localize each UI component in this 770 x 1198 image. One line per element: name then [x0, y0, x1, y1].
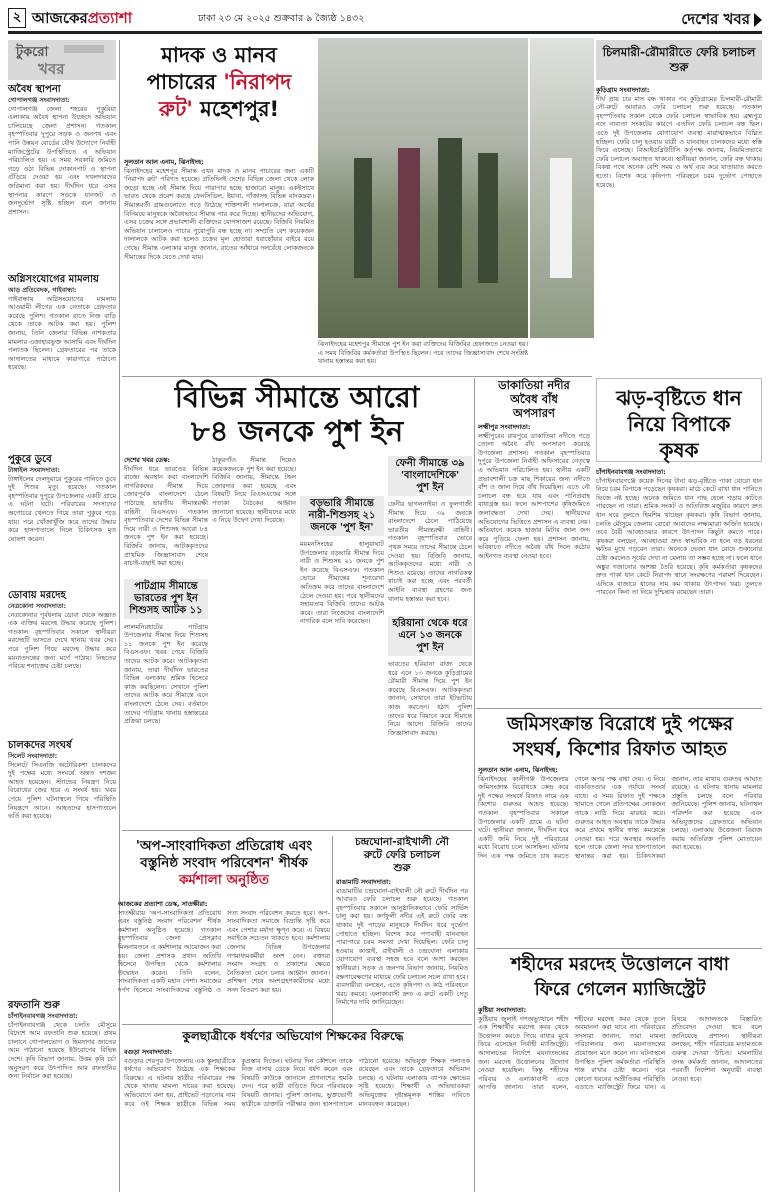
martyr-headline-line1: শহীদের মরদেহ উত্তোলনে বাধা: [511, 954, 729, 975]
subhead-line: পাটগ্রাম সীমান্তে: [134, 580, 198, 592]
subhead-line: শিশুসহ আটক ১১: [129, 604, 203, 616]
ferry-rangamati-headline[interactable]: [336, 836, 468, 875]
push-in-text: ময়মনসিংহের হালুয়াঘাট উপজেলার বড়ভারি সীমান্ত দিয়ে নারী ও শিশুসহ ২১ জনকে পুশ ইন করেছে বিএসএফ। গতকাল ভোরে সীমান্তের শূন্যরেখা অতিক্রম করে তাদের বাংলাদেশে ঠেলে দেওয়া হয়। পরে স্থানীয়দের সহায়তায় বিজিবি তাদের আটক করে। তারা নিজেদের বাংলাদেশি নাগরিক বলে দাবি করেছেন।: [300, 540, 384, 626]
brief-item-body: সিলেটে সিএনজি অটোরিকশা চালকদের দুই পক্ষের মধ্যে সংঘর্ষে অন্তত দশজন আহত হয়েছেন। স্ট্যান্ডের নিয়ন্ত্রণ নিয়ে বিরোধের জের ধরে এ সংঘর্ষ হয়। খবর পেয়ে পুলিশ ঘটনাস্থলে গিয়ে পরিস্থিতি নিয়ন্ত্রণে আনে। আহতদের হাসপাতালে ভর্তি করা হয়েছে।: [8, 760, 116, 821]
brief-item[interactable]: [8, 740, 116, 997]
brief-item-title: অবৈধ স্থাপনা: [8, 84, 61, 95]
river-headline-line1: ডাকাতিয়া নদীর: [498, 378, 570, 392]
school-byline: বগুড়া সংবাদদাতা:: [124, 1048, 173, 1056]
newspaper-logo[interactable]: [32, 7, 132, 29]
lead-headline-line3: [124, 96, 314, 123]
river-headline-line2: অবৈধ বাঁধ: [510, 392, 558, 406]
logo-part2: প্রত্যাশা: [87, 9, 133, 27]
workshop-headline-line3: কর্মশালা অনুষ্ঠিত: [178, 872, 270, 888]
subhead-line: জনকে 'পুশ ইন': [310, 522, 374, 533]
lead-body-text: ঝিনাইদহের মহেশপুর সীমান্ত এখন মাদক ও মানব পাচারের জন্য একটি 'নিরাপদ রুট' পরিণত হয়েছে। প্রতিদিনই দেশের বিভিন্ন জেলা থেকে লোক জড়ো হচ্ছে এই সীমান্ত দিয়ে পারাপার হচ্ছে হাজারো মানুষ। একইসাথে ভারত থেকে প্রবেশ করছে ফেনসিডিল, ইয়াবা, গাঁজাসহ বিভিন্ন মাদকদ্রব্য। সীমান্তবর্তী গ্রামগুলোতে গড়ে উঠেছে শক্তিশালী দালালচক্র, যারা অর্থের বিনিময়ে মানুষকে অবৈধভাবে সীমান্ত পার করে দিচ্ছে। স্থানীয়দের অভিযোগ, এসব চক্রের সঙ্গে প্রভাবশালী ব্যক্তিদের যোগসাজশ রয়েছে। বিজিবি নিয়মিত অভিযান চালালেও পাচার পুরোপুরি বন্ধ হচ্ছে না। সম্প্রতি বেশ কয়েকজন দালালকে আটক করা হলেও চক্রের মূল হোতারা ধরাছোঁয়ার বাইরে রয়ে গেছে। সীমান্ত এলাকার মানুষ জানান, রাতের আঁধারে দলবেঁধে লোকজনকে সীমান্তের দিকে যেতে দেখা যায়।: [124, 166, 314, 261]
martyr-headline[interactable]: [478, 952, 762, 1002]
push-in-col1: [124, 456, 208, 826]
brief-item-title: পুকুরে ডুবে: [8, 454, 52, 465]
brief-item-title: অগ্নিসংযোগের মামলায়: [8, 274, 99, 285]
subhead-line: বড়ভারি সীমান্তে: [310, 498, 374, 509]
land-dispute-body: [478, 766, 762, 946]
section-name-text: দেশের খবর: [681, 10, 750, 28]
brief-item[interactable]: [8, 84, 116, 271]
section-divider: [476, 948, 762, 949]
brief-item-title: ডোবায় মরদেহ: [8, 590, 66, 601]
lead-story-body: [124, 158, 314, 372]
ferry-chilmari-text: দীর্ঘ প্রায় চার মাস বন্ধ থাকার পর কুড়িগ্রামের চিলমারী-রৌমারী নৌ-রুটে আবারও ফেরি চলাচল শুরু হয়েছে। গতকাল বৃহস্পতিবার সকাল থেকে ফেরি চলাচল স্বাভাবিক হয়। ব্রহ্মপুত্র নদে নাব্যতা সংকটের কারণে এতদিন ফেরি চলাচল বন্ধ ছিল। এতে দুই উপজেলার যোগাযোগ ব্যবস্থা মারাত্মকভাবে বিঘ্নিত হচ্ছিল। ফেরি চালু হওয়ায় যাত্রী ও যানবাহন চালকদের মধ্যে স্বস্তি ফিরে এসেছে। বিআইডব্লিউটিসি কর্তৃপক্ষ জানায়, নিয়মিতভাবে ফেরি চলাচল অব্যাহত থাকবে। স্থানীয়রা জানান, ফেরি বন্ধ থাকায় বিকল্প পথে অনেক বেশি সময় ও অর্থ ব্যয় করে যাতায়াত করতে হতো। বিশেষ করে কৃষিপণ্য পরিবহনে চরম দুর্ভোগ পোহাতে হয়েছে।: [596, 94, 762, 189]
lead-headline-line3-red: রুট': [158, 97, 193, 121]
push-in-subhead-haryana: [388, 616, 472, 656]
lead-headline-line2-plain: পাচারের: [146, 70, 224, 94]
martyr-byline: কুষ্টিয়া সংবাদদাতা:: [478, 1006, 527, 1014]
logo-part1: আজকের: [32, 9, 88, 27]
workshop-headline[interactable]: [118, 838, 330, 889]
river-story[interactable]: [478, 378, 590, 706]
rice-byline: চাঁপাইনবাবগঞ্জ সংবাদদাতা:: [596, 468, 666, 476]
push-in-text: ভারতের হরিয়ানা রাজ্য থেকে ধরে এনে ১৩ জনকে কুড়িগ্রামের রৌমারী সীমান্ত দিয়ে পুশ ইন করেছে বিএসএফ। আটককৃতরা জানান, সেখানে তারা ইটভাটায় কাজ করতেন। হঠাৎ পুলিশ তাদের ধরে বিমানে করে সীমান্তে নিয়ে আসে। বিজিবি তাদের জিজ্ঞাসাবাদ করছে।: [388, 660, 472, 737]
brief-item-byline: গোপালগঞ্জ সংবাদদাতা:: [8, 96, 70, 104]
brief-item-byline: চাঁপাইনবাবগঞ্জ সংবাদদাতা:: [8, 1012, 78, 1020]
land-body: ঝিনাইদহের কালীগঞ্জ উপজেলায় জমিসংক্রান্ত বিরোধকে কেন্দ্র করে দুই পক্ষের সংঘর্ষে রিফাত নামে এক কিশোর গুরুতর আহত হয়েছে। গতকাল বৃহস্পতিবার সকালে উপজেলার একটি গ্রামে এ ঘটনা ঘটে। স্থানীয়রা জানান, দীর্ঘদিন ধরে একটি জমি নিয়ে দুই পরিবারের মধ্যে বিরোধ চলে আসছিল। ঘটনার দিন এক পক্ষ জমিতে চাষ করতে গেলে অপর পক্ষ বাধা দেয়। এ নিয়ে বাকবিতণ্ডার এক পর্যায়ে সংঘর্ষ বাধে। এ সময় রিফাত দুই পক্ষকে থামাতে গেলে প্রতিপক্ষের লোকজন তাকে লাঠি দিয়ে মারধর করে। গুরুতর আহত অবস্থায় তাকে উদ্ধার করে প্রথমে স্থানীয় স্বাস্থ্য কমপ্লেক্সে নেওয়া হয়। পরে অবস্থার অবনতি হলে তাকে জেলা সদর হাসপাতালে স্থানান্তর করা হয়। চিকিৎসকরা জানান, তার মাথায় গুরুতর আঘাত রয়েছে। এ ঘটনায় থানায় মামলার প্রস্তুতি চলছে বলে পরিবার জানিয়েছে। পুলিশ জানায়, ঘটনাস্থল পরিদর্শন করা হয়েছে এবং অভিযুক্তদের গ্রেফতারে অভিযান চলছে। এলাকায় উত্তেজনা বিরাজ করায় অতিরিক্ত পুলিশ মোতায়েন করা হয়েছে।: [478, 774, 762, 860]
lead-headline-line3-plain: মহেশপুর!: [192, 97, 280, 121]
masthead: [8, 6, 762, 34]
ferry-chilmari-body: [596, 86, 762, 374]
brief-item[interactable]: [8, 1000, 116, 1187]
push-in-text: দীর্ঘদিন ধরে ভারতের বিভিন্ন রাজ্যে অবস্থান করা বাংলাদেশি নাগরিকদের সীমান্ত দিয়ে জোরপূর্বক বাংলাদেশে ঠেলে পাঠাচ্ছে ভারতীয় সীমান্তরক্ষী বাহিনী বিএসএফ। গতকাল বৃহস্পতিবার দেশের বিভিন্ন সীমান্ত দিয়ে নারী ও শিশুসহ আরো ৮৪ জনকে পুশ ইন করা হয়েছে। বিজিবি জানায়, আটককৃতদের প্রাথমিক জিজ্ঞাসাবাদ শেষে যাচাই-বাছাই করা হচ্ছে।: [124, 464, 208, 568]
brief-item[interactable]: [8, 590, 116, 737]
rice-headline-line1: ঝড়-বৃষ্টিতে ধান: [616, 386, 742, 410]
push-in-subhead-borbhari: [300, 496, 384, 536]
section-divider: [122, 1024, 472, 1025]
martyr-text: কুষ্টিয়ায় জুলাই গণঅভ্যুত্থানে শহীদ এক শিক্ষার্থীর মরদেহ কবর থেকে উত্তোলন করতে গিয়ে বাধার মুখে ফিরে এসেছেন নির্বাহী ম্যাজিস্ট্রেট। আদালতের নির্দেশে ময়নাতদন্তের জন্য মরদেহ উত্তোলনের উদ্যোগ নেওয়া হয়েছিল। কিন্তু শহীদের পরিবার ও এলাকাবাসী এতে আপত্তি জানান। তারা বলেন, শহীদের মরদেহ কবর থেকে তুলে অবমাননা করা যাবে না। পরিবারের সদস্যরা জানান, তারা মামলা পরিচালনার জন্য ময়নাতদন্তের প্রয়োজন মনে করেন না। ঘটনাস্থলে উপস্থিত পুলিশ কর্মকর্তারা পরিস্থিতি শান্ত রাখার চেষ্টা করেন। পরে কোনো ধরনের অপ্রীতিকর পরিস্থিতি এড়াতে ম্যাজিস্ট্রেট ফিরে যান। এ বিষয়ে আদালতকে বিস্তারিত প্রতিবেদন দেওয়া হবে বলে জানিয়েছে প্রশাসন। স্থানীয়রা বলছেন, শহীদ পরিবারের মতামতকে গুরুত্ব দেওয়া উচিত। মামলাটির তদন্ত কর্মকর্তা জানান, আদালতের পরবর্তী নির্দেশনা অনুযায়ী ব্যবস্থা নেওয়া হবে।: [478, 1014, 762, 1092]
push-in-text: ফেনীর ছাগলনাইয়া ও ফুলগাজী সীমান্ত দিয়ে ৩৯ জনকে বাংলাদেশে ঠেলে পাঠিয়েছে ভারতীয় সীমান্তরক্ষী বাহিনী। গতকাল বৃহস্পতিবার ভোরে পৃথক সময়ে তাদের সীমান্তে ঠেলে দেওয়া হয়। বিজিবি জানায়, আটককৃতদের মধ্যে নারী ও শিশুও রয়েছে। তাদের নাগরিকত্ব যাচাই করা হচ্ছে এবং পরবর্তী আইনি ব্যবস্থা গ্রহণের জন্য থানায় হস্তান্তর করা হবে।: [388, 500, 472, 603]
column-divider: [332, 836, 333, 1024]
ferry-rangamati-body: [336, 878, 468, 1022]
river-byline: লক্ষ্মীপুর সংবাদদাতা:: [478, 423, 531, 431]
section-divider: [476, 708, 762, 709]
brief-news-tag: [64, 45, 104, 53]
brief-item-body: চাঁপাইনবাবগঞ্জ থেকে চলতি মৌসুমে বিদেশে আম রফতানি শুরু হয়েছে। প্রথম চালানে গোপালভোগ ও হিমসাগর জাতের আম পাঠানো হয়েছে ইউরোপের বিভিন্ন দেশে। কৃষি বিভাগ জানায়, উত্তম কৃষি চর্চা অনুসরণ করে উৎপাদিত আম রফতানির জন্য নির্বাচন করা হয়েছে।: [8, 1020, 116, 1081]
workshop-body: [118, 900, 330, 1022]
subhead-line: 'বাংলাদেশিকে': [400, 470, 460, 481]
section-divider: [122, 830, 472, 831]
martyr-headline-line2: ফিরে গেলেন ম্যাজিস্ট্রেট: [534, 979, 706, 1000]
brief-news-box: [8, 40, 116, 80]
brief-item-body: গাইবান্ধায় অগ্নিসংযোগের মামলায় আওয়ামী লীগের এক নেতাকে গ্রেফতার করেছে পুলিশ। গতকাল রাতে নিজ বাড়ি থেকে তাকে আটক করা হয়। পুলিশ জানায়, তিনি জেলার বিভিন্ন নাশকতার মামলার এজাহারভুক্ত আসামি এবং দীর্ঘদিন পলাতক ছিলেন। গ্রেফতারের পর তাকে আদালতের মাধ্যমে কারাগারে পাঠানো হয়েছে।: [8, 294, 116, 372]
push-in-subhead-feni: [388, 456, 472, 496]
subhead-line: পুশ ইন: [416, 482, 444, 493]
subhead-line: পুশ ইন: [416, 642, 444, 653]
land-headline-line1: জমিসংক্রান্ত বিরোধে দুই পক্ষের: [506, 714, 734, 735]
brief-item-byline: সিলেট সংবাদদাতা:: [8, 752, 58, 760]
school-body: [124, 1048, 470, 1192]
subhead-line: এনে ১৩ জনকে: [398, 630, 462, 641]
school-text: বগুড়ার শেরপুর উপজেলায় এক স্কুলছাত্রীকে ধর্ষণের অভিযোগ উঠেছে এক শিক্ষকের বিরুদ্ধে। এ ঘটনায় ছাত্রীর পরিবারের পক্ষ থেকে থানায় মামলা দায়ের করা হয়েছে। অভিযোগে বলা হয়, প্রাইভেট পড়ানোর নাম করে ওই শিক্ষক ছাত্রীকে বিভিন্ন সময় কুপ্রস্তাব দিতেন। ঘটনার দিন কৌশলে তাকে নিজ বাসায় ডেকে নিয়ে ধর্ষণ করেন এবং বিষয়টি কাউকে জানালে প্রাণনাশের হুমকি দেন। পরে ছাত্রী বাড়িতে ফিরে পরিবারকে বিষয়টি জানায়। পুলিশ জানায়, ভুক্তভোগী ছাত্রীকে ডাক্তারি পরীক্ষার জন্য হাসপাতালে পাঠানো হয়েছে। অভিযুক্ত শিক্ষক পলাতক রয়েছেন এবং তাকে গ্রেফতারে অভিযান চলছে। এ ঘটনায় এলাকায় ব্যাপক ক্ষোভের সৃষ্টি হয়েছে। শিক্ষার্থী ও অভিভাবকরা অভিযুক্তের দৃষ্টান্তমূলক শাস্তির দাবিতে মানববন্ধন করেছেন।: [124, 1056, 470, 1108]
page-number: ২: [8, 8, 26, 28]
lead-headline-line2: [124, 69, 314, 96]
ferry-chilmari-byline: কুড়িগ্রাম সংবাদদাতা:: [596, 86, 650, 94]
brief-item-body: টাঙ্গাইলের দেলদুয়ারে পুকুরের পানিতে ডুবে দুই শিশুর মৃত্যু হয়েছে। গতকাল বৃহস্পতিবার দুপুরে উপজেলার একটি গ্রামে এ ঘটনা ঘটে। পরিবারের সদস্যদের অগোচরে খেলতে গিয়ে তারা পুকুরে পড়ে যায়। পরে খোঁজাখুঁজি করে তাদের উদ্ধার করে হাসপাতালে নিলে চিকিৎসক মৃত ঘোষণা করেন।: [8, 474, 116, 543]
subhead-line: ভারতের পুশ ইন: [134, 592, 198, 604]
brief-item-byline: টাঙ্গাইল সংবাদদাতা:: [8, 466, 60, 474]
push-in-headline-line2: ৮৪ জনকে পুশ ইন: [190, 414, 404, 448]
section-divider: [122, 376, 592, 377]
ferry-chilmari-headline[interactable]: চিলমারী-রৌমারীতে ফেরি চলাচল শুরু: [596, 40, 762, 80]
push-in-col4: [388, 456, 472, 826]
push-in-headline-line1: বিভিন্ন সীমান্তে আরো: [174, 380, 420, 414]
brief-news-title-1: টুকরো: [16, 45, 49, 60]
workshop-byline: আজকের প্রত্যাশা ডেস্ক, সাতক্ষীরা:: [118, 900, 208, 908]
brief-item-byline: আড় প্রতিবেদক, গাইবান্ধা:: [8, 286, 77, 294]
rice-headline-line2: নিয়ে বিপাকে: [627, 412, 731, 436]
ferry-headline-line2: রুটে ফেরি চলাচল: [363, 849, 441, 861]
brief-item-title: চালকদের সংঘর্ষ: [8, 740, 72, 751]
side-photo: [530, 38, 594, 338]
brief-item-body: নেত্রকোনার পূর্বধলায় ডোবা থেকে অজ্ঞাত এক ব্যক্তির মরদেহ উদ্ধার করেছে পুলিশ। গতকাল বৃহস্পতিবার সকালে স্থানীয়রা মরদেহটি ভাসতে দেখে থানায় খবর দেয়। পরে পুলিশ গিয়ে মরদেহ উদ্ধার করে ময়নাতদন্তের জন্য মর্গে পাঠায়। নিহতের পরিচয় শনাক্তের চেষ্টা চলছে।: [8, 610, 116, 671]
river-headline: [478, 378, 590, 420]
land-dispute-headline[interactable]: [478, 712, 762, 762]
lead-headline[interactable]: [124, 42, 314, 123]
brief-news-title-2: খবর: [38, 60, 65, 78]
push-in-col2: [212, 456, 296, 826]
land-headline-line2: সংঘর্ষ, কিশোর রিফাত আহত: [513, 739, 727, 760]
lead-photo-caption: ঝিনাইদহের মহেশপুর সীমান্তে পুশ ইন করা ব্যক্তিদের বিজিবির হেফাজতে নেওয়া হয়। এ সময় বিজিবির কর্মকর্তারা উপস্থিত ছিলেন। পরে তাদের জিজ্ঞাসাবাদ শেষে সংশ্লিষ্ট থানায় হস্তান্তর করা হয়।: [318, 340, 528, 366]
section-name: [681, 8, 762, 33]
subhead-line: নারী-শিশুসহ ২১: [308, 510, 376, 521]
push-in-byline: দেশের খবর ডেস্ক:: [124, 456, 170, 464]
push-in-text: ঠাকুরগাঁও সীমান্ত দিয়েও কয়েকজনকে পুশ ইন করা হয়েছে। বিজিবি জানায়, সীমান্তে টহল জোরদার করা হয়েছে এবং বিষয়টি নিয়ে বিএসএফের সঙ্গে পতাকা বৈঠকের আহ্বান জানানো হয়েছে। স্থানীয়দের মধ্যে এ নিয়ে উদ্বেগ দেখা দিয়েছে।: [212, 456, 296, 525]
river-headline-line3: অপসারণ: [513, 406, 555, 420]
push-in-headline[interactable]: [124, 380, 470, 448]
ferry-text: রাঙামাটির চন্দ্রঘোনা-রাইখালী নৌ রুটে দীর্ঘদিন পর আবারও ফেরি চলাচল শুরু হয়েছে। গতকাল বৃহস্পতিবার সকালে আনুষ্ঠানিকভাবে ফেরি সার্ভিস চালু করা হয়। কর্ণফুলী নদীর এই রুটে ফেরি বন্ধ থাকায় দুই পাড়ের মানুষকে দীর্ঘদিন ধরে দুর্ভোগ পোহাতে হচ্ছিল। বিশেষ করে পণ্যবাহী যানবাহন পারাপারে চরম সমস্যা দেখা দিয়েছিল। ফেরি চালু হওয়ায় কাপ্তাই, রাইখালী ও চন্দ্রঘোনা এলাকার যোগাযোগ ব্যবস্থা সহজ হবে বলে আশা করছেন স্থানীয়রা। সড়ক ও জনপথ বিভাগ জানায়, নিয়মিত রক্ষণাবেক্ষণের মাধ্যমে ফেরি চলাচল সচল রাখা হবে। ব্যবসায়ীরা বলছেন, এতে কৃষিপণ্য ও কাঠ পরিবহনে খরচ কমবে। এলাকাবাসী দ্রুত এ রুটে একটি সেতু নির্মাণের দাবি জানিয়েছেন।: [336, 886, 468, 1007]
lead-headline-line2-red: 'নিরাপদ: [223, 70, 292, 94]
ferry-byline: রাঙামাটি সংবাদদাতা:: [336, 878, 391, 886]
push-in-subhead-patgram: [124, 579, 208, 619]
rice-headline[interactable]: [596, 378, 762, 462]
brief-item[interactable]: [8, 274, 116, 451]
push-in-col3: [300, 456, 384, 826]
rice-body: চাঁপাইনবাবগঞ্জে কয়েক দিনের টানা ঝড়-বৃষ্টিতে পাকা বোরো ধান নিয়ে চরম বিপাকে পড়েছেন কৃষকরা। মাঠে কেটে রাখা ধান পানিতে ভিজে নষ্ট হচ্ছে। অনেক জমিতে ধান গাছ হেলে পড়ায় কাটতে পারছেন না তারা। শ্রমিক সংকট ও অতিরিক্ত মজুরির কারণে দ্রুত ধান ঘরে তুলতে হিমশিম খাচ্ছেন কৃষকরা। কৃষি বিভাগ জানায়, চলতি মৌসুমে জেলায় বোরো আবাদের লক্ষ্যমাত্রা অর্জিত হয়েছে। তবে বৈরী আবহাওয়ার কারণে উৎপাদন কিছুটা কমতে পারে। কৃষকরা বলছেন, আবহাওয়া দ্রুত স্বাভাবিক না হলে বড় ধরনের ক্ষতির মুখে পড়বেন তারা। অনেকে ভেজা ধান রোদে শুকানোর চেষ্টা করলেও সূর্যের দেখা না মেলায় তা সম্ভব হচ্ছে না। ফলে ধানে অঙ্কুর গজানোর আশঙ্কা তৈরি হয়েছে। কৃষি কর্মকর্তারা কৃষকদের দ্রুত পাকা ধান কেটে নিরাপদ স্থানে সংরক্ষণের পরামর্শ দিয়েছেন। এদিকে বাজারে ধানের দাম কম থাকায় উৎপাদন খরচ তুলতে পারবেন কিনা তা নিয়ে দুশ্চিন্তায় রয়েছেন তারা।: [596, 476, 762, 597]
brief-item[interactable]: [8, 454, 116, 587]
push-in-text: লালমনিরহাটের পাটগ্রাম উপজেলার সীমান্ত দিয়ে শিশুসহ ১১ জনকে পুশ ইন করেছে বিএসএফ। খবর পেয়ে বিজিবি তাদের আটক করে। আটককৃতরা জানায়, তারা দীর্ঘদিন ভারতের বিভিন্ন এলাকায় শ্রমিক হিসেবে কাজ করছিলেন। সেখানে পুলিশ তাদের আটক করে সীমান্তে এনে বাংলাদেশে ঠেলে দেয়। বর্তমানে তাদের পাটগ্রাম থানায় হস্তান্তরের প্রক্রিয়া চলছে।: [124, 622, 208, 726]
workshop-text: সাতক্ষীরায় 'অপ-সাংবাদিকতা প্রতিরোধ এবং বস্তুনিষ্ঠ সংবাদ পরিবেশন' শীর্ষক কর্মশালা অনুষ্ঠিত হয়েছে। গতকাল বৃহস্পতিবার জেলা প্রেসক্লাব মিলনায়তনে এ কর্মশালার আয়োজন করা হয়। জেলা প্রশাসক প্রধান অতিথি হিসেবে উপস্থিত থেকে কর্মশালার উদ্বোধন করেন। তিনি বলেন, সাংবাদিকতা একটি মহান পেশা। সমাজের দর্পণ হিসেবে সাংবাদিকদের বস্তুনিষ্ঠ ও সত্য সংবাদ পরিবেশন করতে হবে। অপ-সাংবাদিকতা সমাজে বিভ্রান্তি সৃষ্টি করে এবং পেশার মর্যাদা ক্ষুণ্ন করে। এ বিষয়ে সবাইকে সচেতন থাকতে হবে। কর্মশালায় জেলার বিভিন্ন উপজেলার গণমাধ্যমকর্মীরা অংশ নেন। বক্তারা সংবাদ সংগ্রহ ও প্রকাশের ক্ষেত্রে নৈতিকতা মেনে চলার আহ্বান জানান। প্রশিক্ষণ শেষে অংশগ্রহণকারীদের মধ্যে সনদ বিতরণ করা হয়।: [118, 908, 330, 994]
lead-byline: সুলতান আল এনাম, ঝিনাইদহ:: [124, 158, 204, 166]
school-headline[interactable]: কুলছাত্রীকে ধর্ষণের অভিযোগ শিক্ষকের বিরুদ্ধে: [182, 1029, 404, 1043]
brief-item-title: রফতানি শুরু: [8, 1000, 60, 1011]
rice-headline-line3: কৃষক: [659, 438, 699, 462]
subhead-line: হরিয়ানা থেকে ধরে: [392, 618, 468, 629]
workshop-headline-line2: বস্তুনিষ্ঠ সংবাদ পরিবেশন' শীর্ষক: [140, 855, 308, 871]
martyr-body: [478, 1006, 762, 1192]
lead-headline-line1: মাদক ও মানব: [161, 43, 277, 67]
subhead-line: ফেনী সীমান্তে ৩৯: [395, 458, 465, 469]
lead-photo: [318, 38, 528, 338]
land-byline: সুলতান আল এনাম, ঝিনাইদহ:: [478, 766, 558, 774]
brief-item-byline: নেত্রকোনা সংবাদদাতা:: [8, 602, 67, 610]
rice-story-body: [596, 468, 762, 706]
ferry-headline-line1: চন্দ্রঘোনা-রাইখালী নৌ: [355, 836, 449, 848]
column-divider: [474, 378, 475, 1192]
river-body: লক্ষ্মীপুরের রায়পুরে ডাকাতিয়া নদীতে গড়ে তোলা অবৈধ বাঁধ অপসারণ করেছে উপজেলা প্রশাসন। গতকাল বৃহস্পতিবার দুপুরে উপজেলা নির্বাহী অফিসারের নেতৃত্বে এ অভিযান পরিচালিত হয়। স্থানীয় একটি প্রভাবশালী চক্র মাছ শিকারের জন্য নদীতে বাঁশ ও জাল দিয়ে বাঁধ দিয়েছিল। এতে নৌ চলাচল বন্ধ হয়ে যায় এবং পানিপ্রবাহ বাধাগ্রস্ত হয়। ফলে আশপাশের কৃষিজমিতে জলাবদ্ধতা দেখা দেয়। স্থানীয়দের অভিযোগের ভিত্তিতে প্রশাসন এ ব্যবস্থা নেয়। অভিযানে কয়েক হাজার মিটার জাল জব্দ করে পুড়িয়ে ফেলা হয়। প্রশাসন জানায়, ভবিষ্যতে নদীতে অবৈধ বাঁধ দিলে কঠোর আইনগত ব্যবস্থা নেওয়া হবে।: [478, 431, 590, 560]
ferry-headline-line3: শুরু: [393, 862, 411, 874]
brief-item-body: গোপালগঞ্জ জেলা শহরের পুকুরিয়া এলাকায় অবৈধ স্থাপনা উচ্ছেদে অভিযান চালিয়েছে জেলা প্রশাসন। গতকাল বৃহস্পতিবার দুপুরে সড়ক ও জনপথ এবং পানি উন্নয়ন বোর্ডের যৌথ উদ্যোগে নির্বাহী ম্যাজিস্ট্রেটের উপস্থিতিতে এ অভিযান পরিচালিত হয়। এ সময় সরকারি জমিতে গড়ে ওঠা বিভিন্ন দোকানপাট ও স্থাপনা গুঁড়িয়ে দেওয়া হয় এবং দখলদারদের জরিমানা করা হয়। দীর্ঘদিন ধরে এসব স্থাপনার কারণে সড়কে যানজট ও জনদুর্ভোগ সৃষ্টি হচ্ছিল বলে জানায় প্রশাসন।: [8, 104, 116, 216]
dateline: ঢাকা ২৩ মে ২০২৫ শুক্রবার ৯ জ্যৈষ্ঠ ১৪৩২: [198, 13, 365, 24]
left-news-column: [8, 40, 116, 1192]
workshop-headline-line1: 'অপ-সাংবাদিকতা প্রতিরোধ এবং: [135, 838, 313, 854]
